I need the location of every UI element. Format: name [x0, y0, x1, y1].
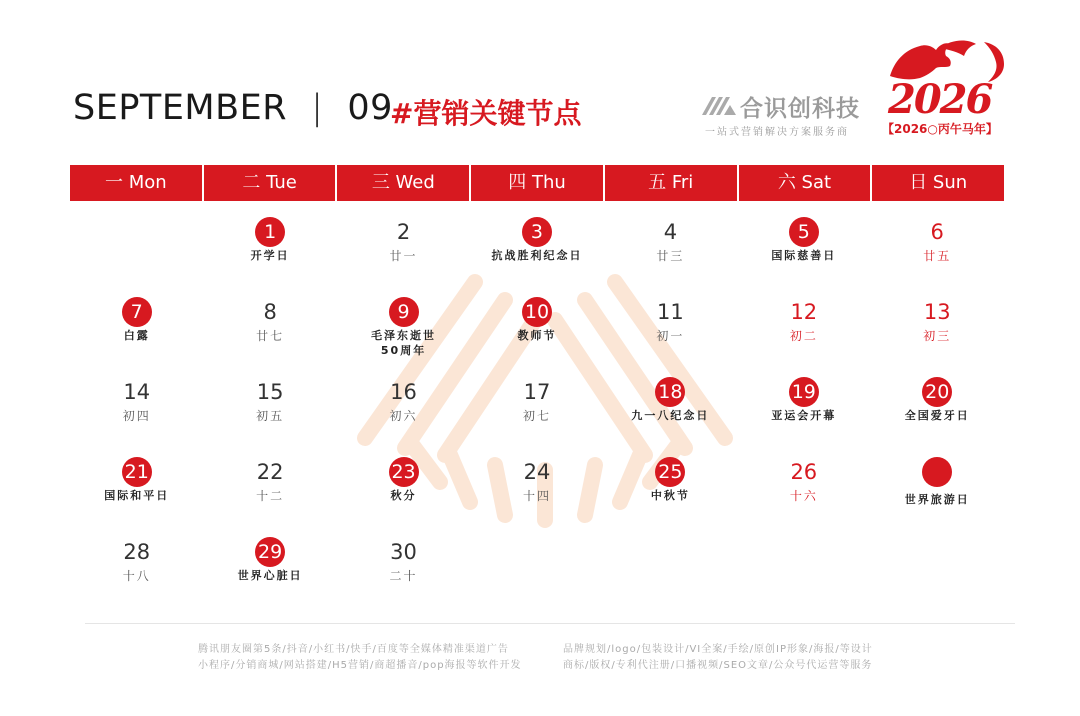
- footer-divider: [85, 623, 1015, 624]
- calendar-day: [871, 452, 1004, 532]
- weekday-sun: 日 Sun: [909, 172, 968, 193]
- event-label: 毛泽东逝世 50周年: [371, 329, 437, 357]
- event-label: 教师节: [517, 329, 557, 342]
- calendar-grid: [70, 212, 1004, 612]
- event-label: 世界旅游日: [904, 493, 970, 506]
- lunar-date: 十八: [122, 569, 151, 583]
- footer-left-line1: 腾讯朋友圈第5条/抖音/小红书/快手/百度等全媒体精准渠道广告: [198, 644, 509, 655]
- calendar-day: [871, 372, 1004, 452]
- day-number: 20: [922, 377, 952, 407]
- day-number: 17: [523, 380, 551, 404]
- day-number: 22: [256, 460, 284, 484]
- lunar-date: 初五: [256, 409, 285, 423]
- calendar-day: [70, 212, 203, 292]
- calendar-day: [337, 532, 470, 612]
- calendar-week: [70, 452, 1004, 532]
- weekday-thu: 四 Thu: [471, 165, 605, 201]
- day-number: 3: [522, 217, 552, 247]
- day-number: 8: [263, 300, 277, 324]
- calendar-day: [604, 452, 737, 532]
- day-number: 19: [789, 377, 819, 407]
- lunar-date: 十二: [256, 489, 285, 503]
- day-number: 24: [523, 460, 551, 484]
- calendar-day: [737, 372, 870, 452]
- event-label: 国际和平日: [104, 489, 170, 502]
- day-number: 1: [255, 217, 285, 247]
- calendar-day: [737, 532, 870, 612]
- day-number: 14: [123, 380, 151, 404]
- weekday-sat: 六 Sat: [739, 165, 873, 201]
- weekday-header: [70, 165, 1004, 201]
- calendar-day: [70, 452, 203, 532]
- lunar-date: 初一: [656, 329, 685, 343]
- brand-name: 合识创科技: [740, 96, 860, 122]
- lunar-date: 初二: [789, 329, 818, 343]
- brand-logo: [700, 90, 870, 138]
- lunar-date: 十四: [522, 489, 551, 503]
- calendar-day: [70, 532, 203, 612]
- lunar-date: 初四: [122, 409, 151, 423]
- event-label: 开学日: [250, 249, 290, 262]
- month-name: SEPTEMBER: [73, 88, 288, 128]
- calendar-day: [203, 452, 336, 532]
- calendar-day: [470, 452, 603, 532]
- lunar-date: 廿七: [256, 329, 285, 343]
- day-number: 30: [390, 540, 417, 564]
- day-number: 4: [663, 220, 678, 244]
- day-number: 2: [396, 220, 411, 244]
- lunar-date: 廿五: [923, 249, 952, 263]
- day-number: 11: [657, 300, 684, 324]
- calendar-day: [470, 292, 603, 372]
- weekday-fri: 五 Fri: [605, 165, 739, 201]
- weekday-wed: 三 Wed: [337, 165, 471, 201]
- calendar-day: [604, 372, 737, 452]
- footer-left-line2: 小程序/分销商城/网站搭建/H5营销/商超播音/pop海报等软件开发: [198, 660, 522, 671]
- calendar-week: [70, 292, 1004, 372]
- event-label: 国际慈善日: [771, 249, 837, 262]
- day-number: 7: [122, 297, 152, 327]
- year-number: 2026: [888, 76, 992, 123]
- calendar-day: [337, 372, 470, 452]
- lunar-date: 初六: [389, 409, 418, 423]
- calendar-day: [337, 292, 470, 372]
- lunar-date: 初三: [923, 329, 952, 343]
- footer-services-right: [563, 642, 873, 674]
- day-number: 26: [790, 460, 818, 484]
- calendar-week: [70, 372, 1004, 452]
- calendar-day: [871, 532, 1004, 612]
- day-number: 15: [256, 380, 284, 404]
- weekday-mon: 一 Mon: [70, 165, 204, 201]
- day-number: 12: [790, 300, 818, 324]
- calendar-day: [70, 292, 203, 372]
- year-badge: [880, 36, 1010, 140]
- calendar-day: [470, 372, 603, 452]
- event-label: 全国爱牙日: [904, 409, 970, 422]
- lunar-date: 初七: [522, 409, 551, 423]
- day-number: 23: [389, 457, 419, 487]
- day-number: 25: [655, 457, 685, 487]
- day-number: 10: [522, 297, 552, 327]
- event-label: 中秋节: [650, 489, 690, 502]
- footer-right-line2: 商标/版权/专利代注册/口播视频/SEO文章/公众号代运营等服务: [563, 660, 873, 671]
- calendar-day: [604, 212, 737, 292]
- lunar-date: 廿三: [656, 249, 685, 263]
- calendar-day: [203, 212, 336, 292]
- day-number: 5: [789, 217, 819, 247]
- day-number: 18: [655, 377, 685, 407]
- day-number: [922, 457, 952, 487]
- calendar-day: [70, 372, 203, 452]
- year-subtitle: 【2026○丙午马年】: [882, 122, 998, 136]
- day-number: 9: [389, 297, 419, 327]
- calendar-day: [871, 212, 1004, 292]
- month-title: [73, 88, 393, 128]
- brand-slogan: 一站式营销解决方案服务商: [705, 127, 849, 138]
- day-number: 16: [390, 380, 417, 404]
- marketing-tag: #营销关键节点: [390, 97, 582, 130]
- day-number: 13: [923, 300, 951, 324]
- lunar-date: 二十: [389, 569, 418, 583]
- calendar-day: [203, 532, 336, 612]
- calendar-week: [70, 212, 1004, 292]
- calendar-day: [337, 212, 470, 292]
- event-label: 九一八纪念日: [631, 409, 710, 422]
- event-label: 白露: [123, 329, 150, 342]
- event-label: 亚运会开幕: [771, 409, 837, 422]
- calendar-day: [871, 292, 1004, 372]
- month-number: 09: [347, 88, 393, 128]
- day-number: 28: [123, 540, 151, 564]
- brand-logo-icon: [700, 93, 738, 117]
- calendar-day: [604, 292, 737, 372]
- calendar-day: [737, 452, 870, 532]
- calendar-day: [470, 532, 603, 612]
- calendar-day: [203, 372, 336, 452]
- day-number: 29: [255, 537, 285, 567]
- footer-right-line1: 品牌规划/logo/包装设计/VI全案/手绘/原创IP形象/海报/等设计: [563, 644, 873, 655]
- day-number: 21: [122, 457, 152, 487]
- weekday-tue: 二 Tue: [204, 165, 338, 201]
- event-label: 世界心脏日: [237, 569, 303, 582]
- event-label: 抗战胜利纪念日: [491, 249, 583, 262]
- lunar-date: 廿一: [389, 249, 418, 263]
- lunar-date: 十六: [789, 489, 818, 503]
- calendar-day: [604, 532, 737, 612]
- calendar-day: [737, 292, 870, 372]
- event-label: 秋分: [390, 489, 417, 502]
- day-number: 6: [930, 220, 944, 244]
- calendar-day: [737, 212, 870, 292]
- calendar-day: [203, 292, 336, 372]
- footer-services-left: [198, 642, 522, 674]
- calendar-day: [337, 452, 470, 532]
- calendar-week: [70, 532, 1004, 612]
- title-separator: |: [311, 88, 324, 128]
- calendar-day: [470, 212, 603, 292]
